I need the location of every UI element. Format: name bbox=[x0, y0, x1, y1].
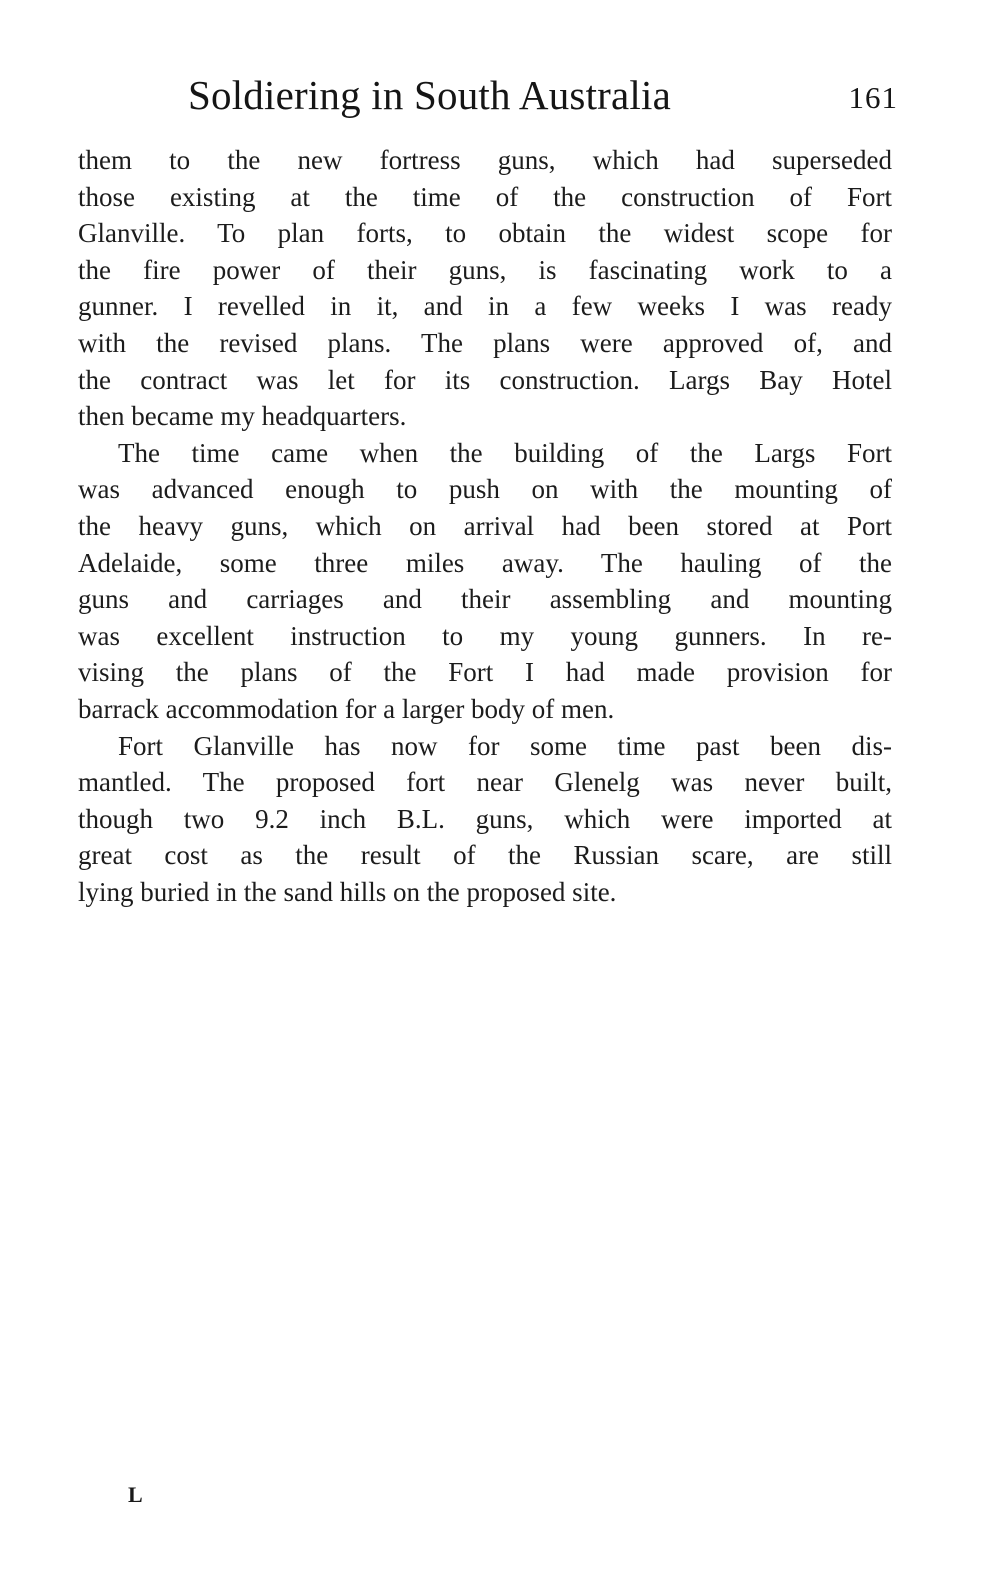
text-line: was advanced enough to push on with the mounting of bbox=[78, 474, 892, 505]
running-title: Soldiering in South Australia bbox=[188, 72, 671, 118]
body-text bbox=[78, 142, 892, 910]
text-line: the fire power of their guns, is fascinating work to a bbox=[78, 254, 892, 285]
text-line: The time came when the building of the Largs Fort bbox=[118, 437, 892, 468]
text-line: with the revised plans. The plans were approved of, and bbox=[78, 327, 892, 358]
text-line: vising the plans of the Fort I had made provision for bbox=[78, 657, 892, 688]
text-line: lying buried in the sand hills on the proposed site. bbox=[78, 876, 617, 907]
text-line: the heavy guns, which on arrival had been stored at Port bbox=[78, 510, 892, 541]
text-line: the contract was let for its construction. Largs Bay Hotel bbox=[78, 364, 892, 395]
text-line: barrack accommodation for a larger body of men. bbox=[78, 693, 615, 724]
signature-mark: L bbox=[128, 1482, 143, 1507]
page-number: 161 bbox=[848, 80, 898, 115]
text-line: guns and carriages and their assembling and mounting bbox=[78, 584, 892, 615]
text-line: was excellent instruction to my young gunners. In re- bbox=[78, 620, 892, 651]
text-line: though two 9.2 inch B.L. guns, which were imported at bbox=[78, 803, 892, 834]
text-line: them to the new fortress guns, which had superseded bbox=[78, 145, 892, 175]
text-line: gunner. I revelled in it, and in a few weeks I was ready bbox=[78, 291, 892, 322]
text-line: great cost as the result of the Russian scare, are still bbox=[78, 840, 892, 871]
text-line: Adelaide, some three miles away. The hauling of the bbox=[78, 547, 892, 578]
running-head bbox=[78, 68, 898, 122]
text-line: mantled. The proposed fort near Glenelg was never built, bbox=[78, 767, 892, 798]
text-line: Glanville. To plan forts, to obtain the widest scope for bbox=[78, 218, 892, 249]
text-line: those existing at the time of the construction of Fort bbox=[78, 181, 892, 212]
text-line: then became my headquarters. bbox=[78, 401, 407, 432]
text-line: Fort Glanville has now for some time past been dis- bbox=[118, 730, 892, 761]
